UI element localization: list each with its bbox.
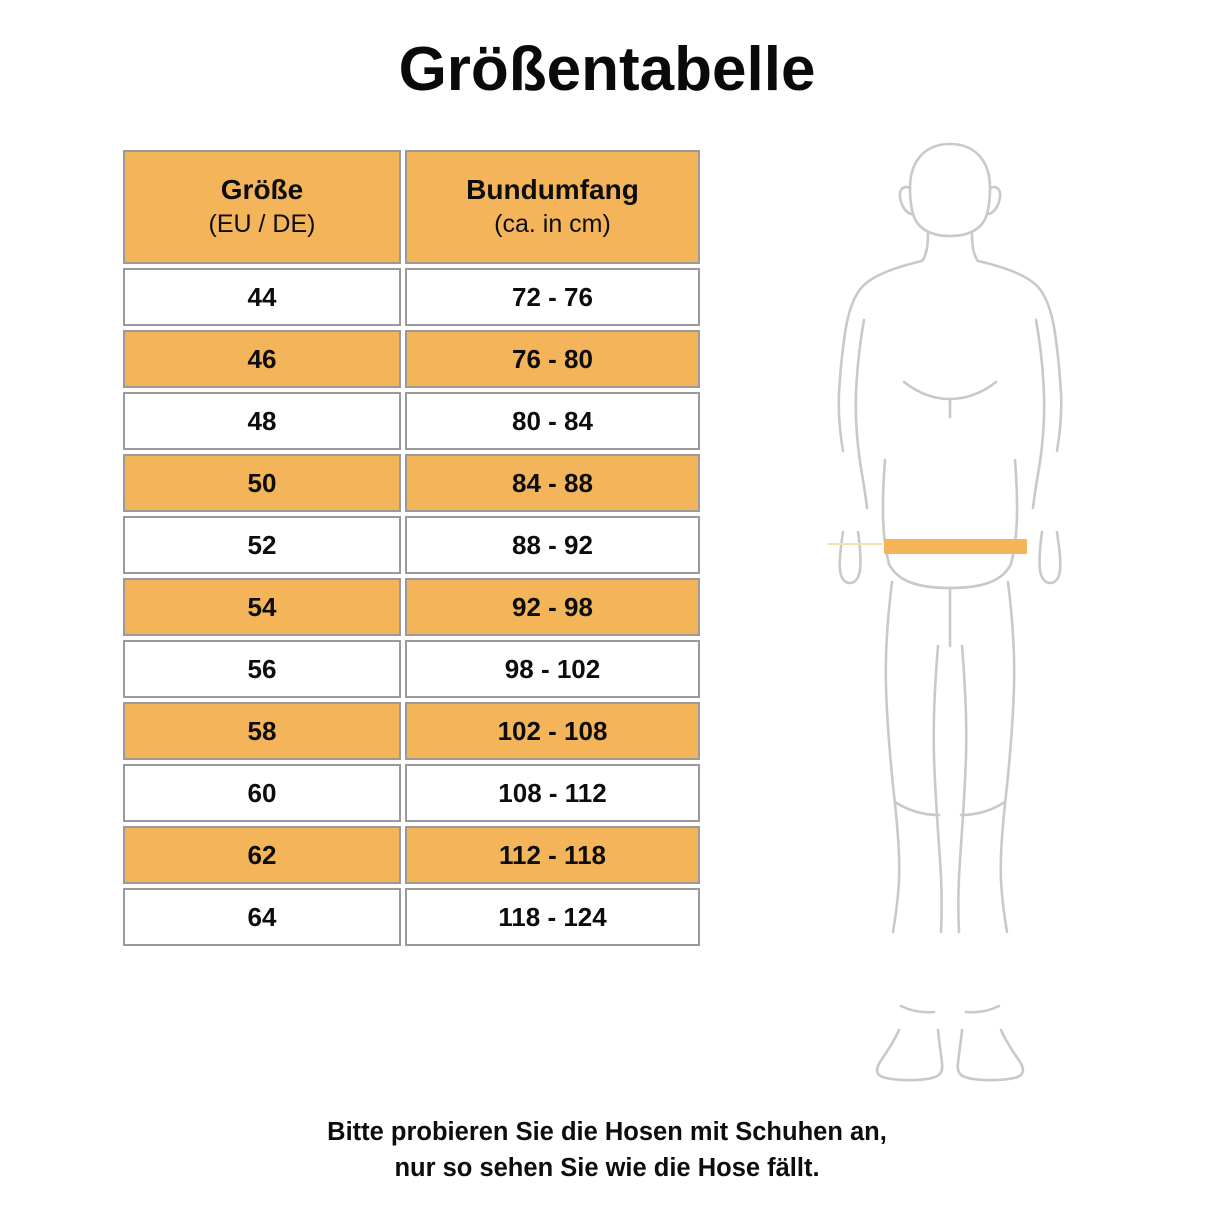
cell-size: 44 xyxy=(123,268,401,326)
waist-measurement-band xyxy=(884,539,1027,554)
column-header-waist xyxy=(405,150,700,264)
cell-size: 60 xyxy=(123,764,401,822)
table-row xyxy=(123,516,700,574)
cell-waist: 98 - 102 xyxy=(405,640,700,698)
table-header-row xyxy=(123,150,700,264)
table-row xyxy=(123,888,700,946)
size-table xyxy=(119,146,704,950)
cell-waist: 88 - 92 xyxy=(405,516,700,574)
cell-waist: 112 - 118 xyxy=(405,826,700,884)
column-header-size xyxy=(123,150,401,264)
body-figure-illustration xyxy=(800,130,1100,1090)
waist-measurement-pointer xyxy=(828,543,882,545)
footer-note-line-1: Bitte probieren Sie die Hosen mit Schuhen an, xyxy=(327,1118,887,1146)
column-header-waist-main: Bundumfang xyxy=(466,174,639,206)
footer-note-line-2: nur so sehen Sie wie die Hose fällt. xyxy=(394,1154,820,1183)
cell-size: 46 xyxy=(123,330,401,388)
cell-waist: 76 - 80 xyxy=(405,330,700,388)
table-row xyxy=(123,330,700,388)
cell-size: 56 xyxy=(123,640,401,698)
cell-waist: 80 - 84 xyxy=(405,392,700,450)
table-row xyxy=(123,640,700,698)
table-row xyxy=(123,392,700,450)
column-header-size-main: Größe xyxy=(220,174,304,206)
footer-note xyxy=(0,1114,1214,1186)
table-row xyxy=(123,702,700,760)
cell-size: 50 xyxy=(123,454,401,512)
column-header-waist-sub: (ca. in cm) xyxy=(494,210,611,239)
cell-waist: 92 - 98 xyxy=(405,578,700,636)
table-row xyxy=(123,764,700,822)
cell-waist: 72 - 76 xyxy=(405,268,700,326)
table-row xyxy=(123,578,700,636)
cell-size: 64 xyxy=(123,888,401,946)
cell-size: 58 xyxy=(123,702,401,760)
table-row xyxy=(123,454,700,512)
page-title: Größentabelle xyxy=(398,35,816,104)
column-header-size-sub: (EU / DE) xyxy=(208,210,316,239)
cell-waist: 102 - 108 xyxy=(405,702,700,760)
table-row xyxy=(123,826,700,884)
size-table-container xyxy=(119,146,696,950)
cell-size: 54 xyxy=(123,578,401,636)
table-row xyxy=(123,268,700,326)
cell-size: 52 xyxy=(123,516,401,574)
cell-waist: 118 - 124 xyxy=(405,888,700,946)
cell-waist: 108 - 112 xyxy=(405,764,700,822)
cell-size: 48 xyxy=(123,392,401,450)
cell-size: 62 xyxy=(123,826,401,884)
cell-waist: 84 - 88 xyxy=(405,454,700,512)
